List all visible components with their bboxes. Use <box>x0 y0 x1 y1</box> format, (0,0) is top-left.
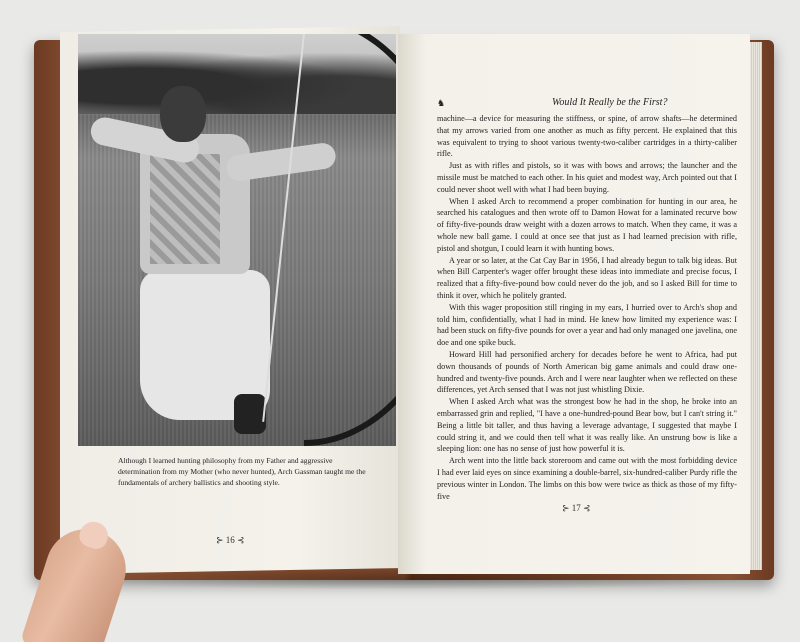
right-page-number-value: 17 <box>571 503 581 513</box>
longbow <box>304 34 396 446</box>
paragraph: When I asked Arch what was the strongest bow he had in the shop, he broke into an embarrassed grin and replied, "I have a one-hundred-pound Bear bow, but I can't string it." Being a little bit taller, and thus having a leverage advantage, I suggested that maybe I could string it, and we could then tell what it was really like. An unstrung bow is like a sleeping lion: one has no sense of just how powerful it is. <box>437 397 737 454</box>
paragraph: Just as with rifles and pistols, so it was with bows and arrows; the launcher and the missile must be matched to each other. In his quiet and modest way, Arch pointed out that I could never shoot well with what I had been buying. <box>437 161 737 194</box>
archer-boot <box>234 394 266 434</box>
paragraph: machine—a device for measuring the stiffness, or spine, of arrow shafts—he determined that my arrows varied from one another as much as fifty percent. He explained that this was equivalent to trying to shoot various twenty-two-caliber cartridges in a thirty-caliber rifle. <box>437 114 737 159</box>
paragraph: With this wager proposition still ringing in my ears, I hurried over to Arch's shop and told him, confidentially, what I had in mind. He knew how limited my experience was: I had been stuck on fifty-five pounds for over a year and had only managed one javelina, one doe and one spike buck. <box>437 302 737 348</box>
paragraph: Arch went into the little back storeroom and came out with the most forbidding device I had ever laid eyes on since examining a double-barrel, six-hundred-caliber Purdy rifle the previous winter in London. The limbs on this bow were twice as thick as those of my fifty-five <box>437 456 737 501</box>
left-page-number-value: 16 <box>225 535 235 545</box>
archer-vest <box>150 154 220 264</box>
paragraph: Howard Hill had personified archery for decades before he went to Africa, had put down thousands of pounds of North American big game animals and could draw one-hundred and twenty-five pounds. Arch and I were near laughter when we reflected on these differences, yet Arch sensed that I was not just whistling Dixie. <box>437 349 737 395</box>
right-page-number: ⊱ 17 ⊰ <box>562 503 591 513</box>
paragraph: When I asked Arch to recommend a proper combination for hunting in our area, he searched his catalogues and then wrote off to Damon Howat for a laminated recurve bow of fifty-five-pounds draw weight with a dozen arrows to match. When they came, it was a whole new ball game. I could at once see that just as I had learned precision with rifle, pistol and shotgun, I could learn it with hunting bows. <box>437 196 737 253</box>
photo-caption: Although I learned hunting philosophy from my Father and aggressive determination from my Mother (who never hunted), Arch Gassman taught me the fundamentals of archery ballistics and shooting style. <box>118 456 366 487</box>
left-page-number: ⊱ 16 ⊰ <box>216 535 245 545</box>
running-head: Would It Really be the First? <box>552 97 668 108</box>
archer-head <box>160 86 206 142</box>
page-edges <box>750 42 762 570</box>
body-text <box>437 113 737 502</box>
archer-photograph <box>78 34 396 446</box>
paragraph: A year or so later, at the Cat Cay Bar in 1956, I had already begun to talk big ideas. But when Bill Carpenter's wager offer brought these ideas into immediate and precise focus, I realized that a fifty-five-pound bow could never do the job, and so I asked Bill for time to think it over, which he politely granted. <box>437 255 737 300</box>
deer-icon: ♞ <box>437 98 446 108</box>
